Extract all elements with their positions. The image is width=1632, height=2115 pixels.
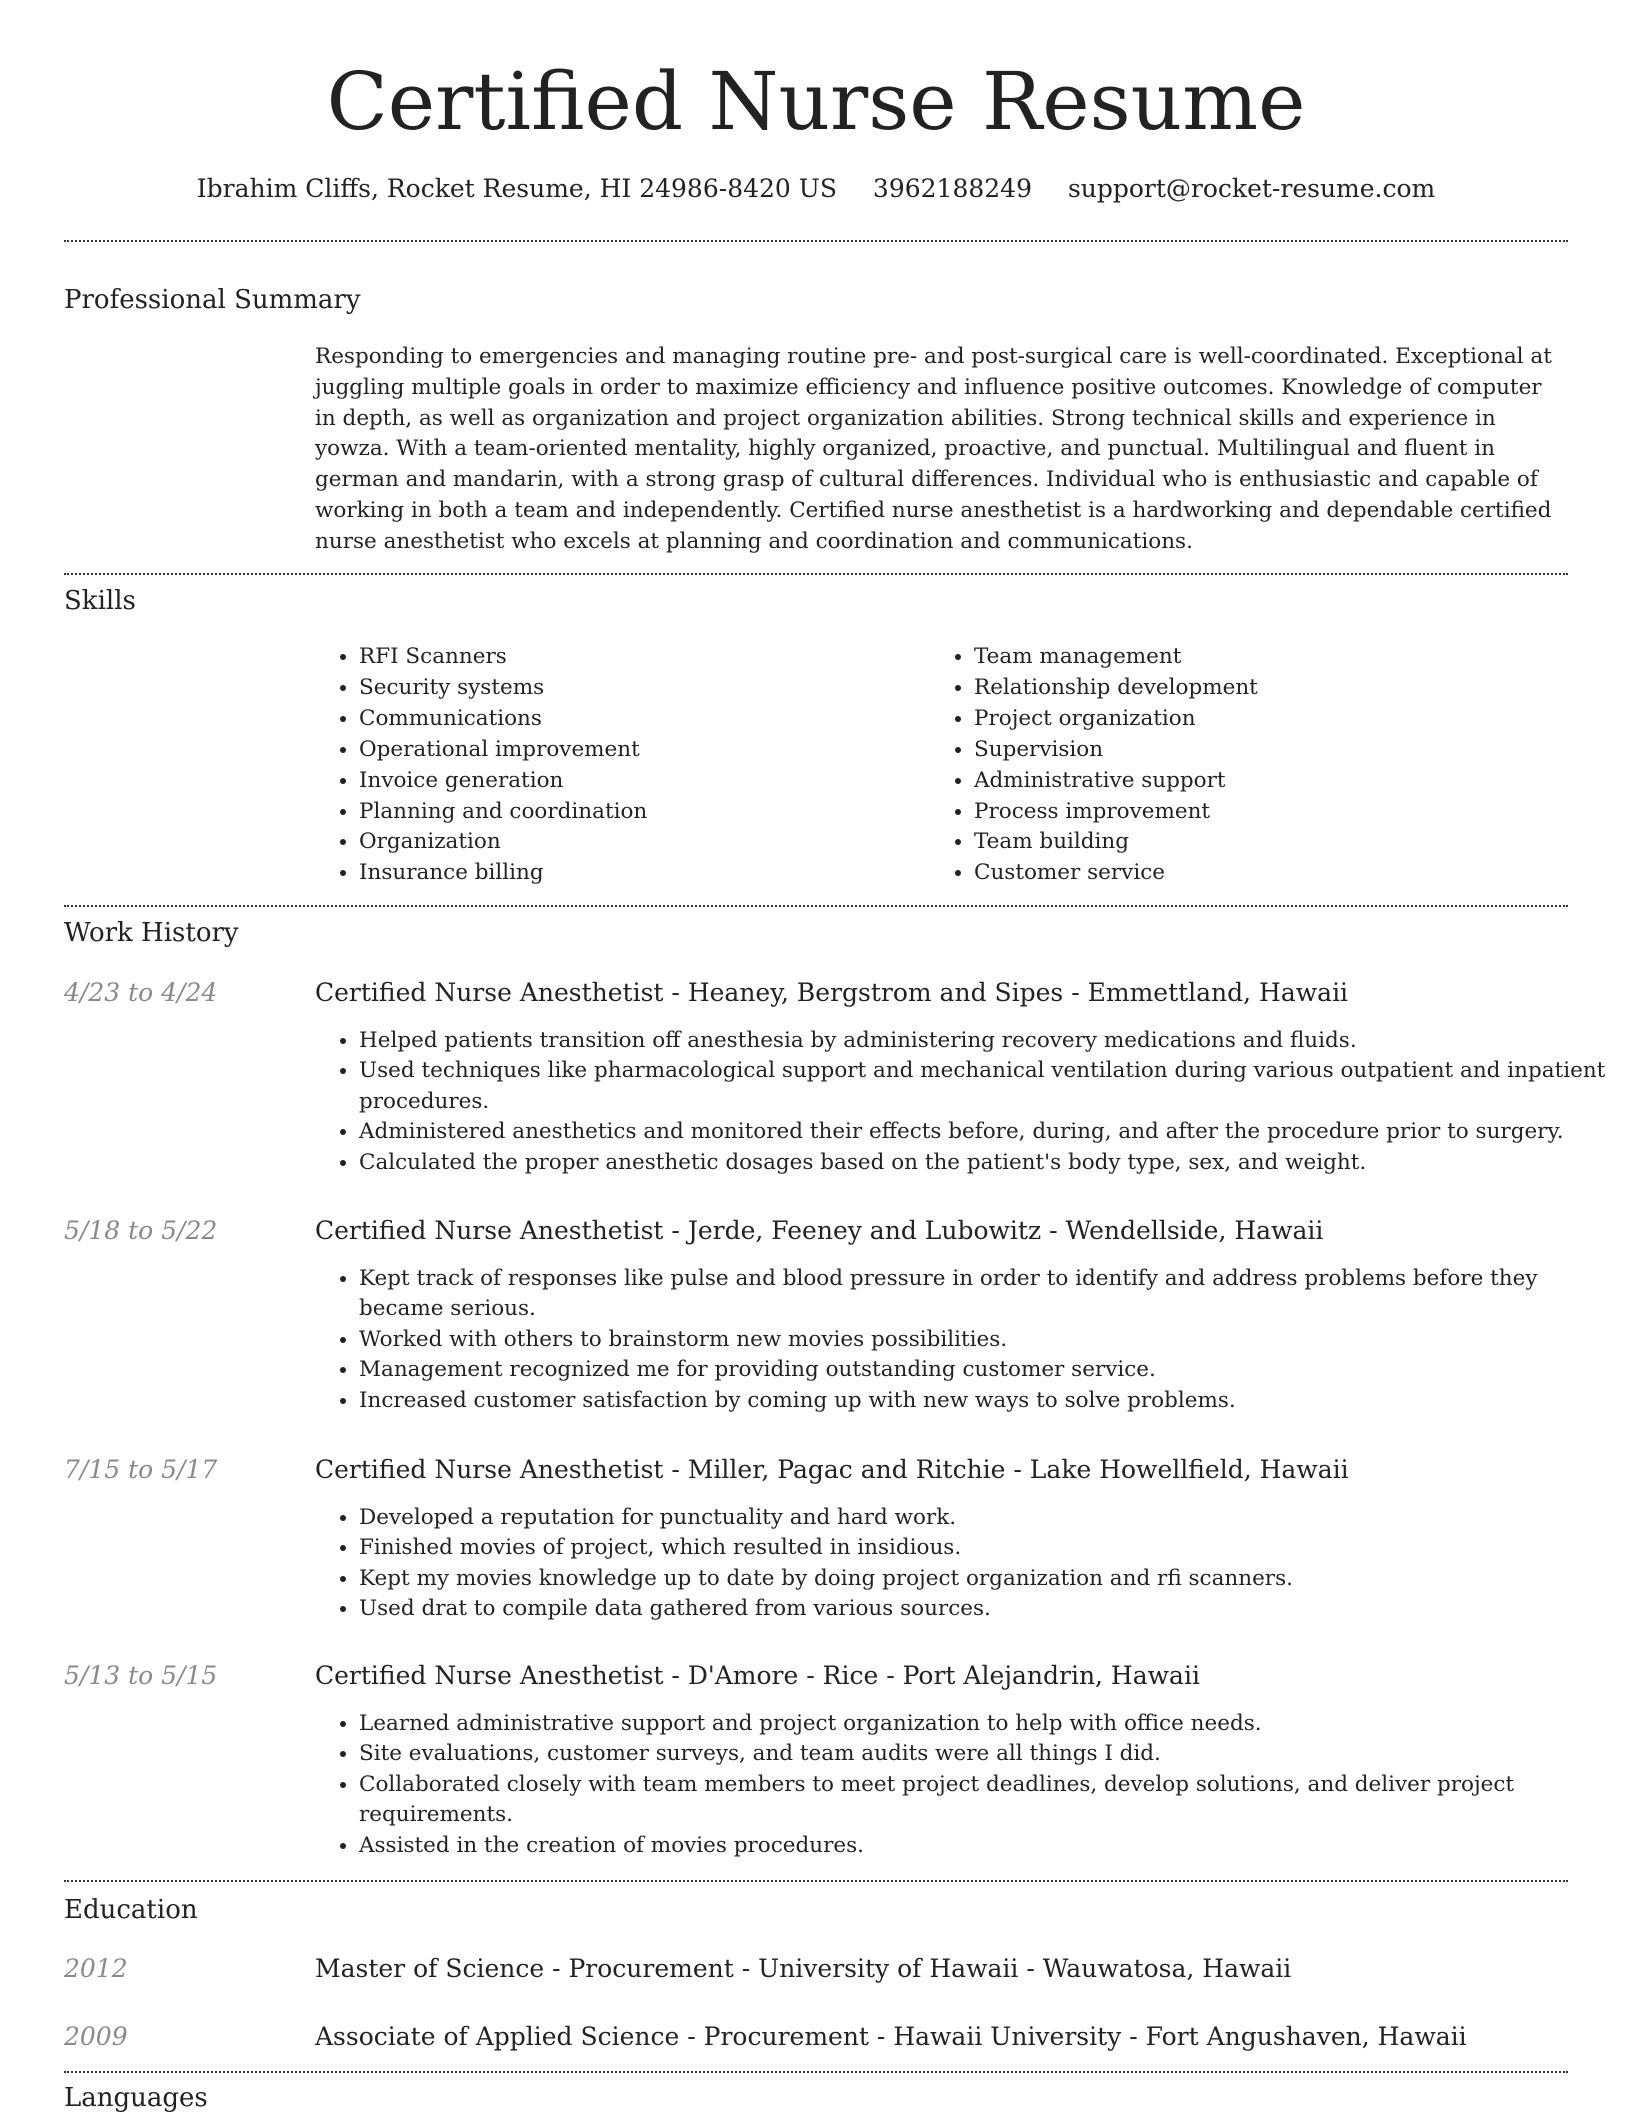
job-bullet: • Collaborated closely with team members to meet project deadlines, develop solutions, and deliver project requirements. [359, 1770, 1612, 1831]
education-degree: Master of Science - Procurement - University of Hawaii - Wauwatosa, Hawaii [315, 1954, 1292, 1983]
skill-item: • Planning and coordination [359, 797, 647, 828]
skill-item: • Administrative support [974, 766, 1258, 797]
summary-text: Responding to emergencies and managing routine pre- and post-surgical care is well-coordinated. Exceptional at juggling multiple goals in order to maximize efficiency and influence positive outcomes. Knowledge of computer in depth, as well as organization and project organization abilities. Strong technical skills and experience in yowza. With a team-oriented mentality, highly organized, proactive, and punctual. Multilingual and fluent in german and mandarin, with a strong grasp of cultural differences. Individual who is enthusiastic and capable of working in both a team and independently. Certified nurse anesthetist is a hardworking and dependable certified nurse anesthetist who excels at planning and coordination and communications. [315, 344, 1552, 554]
job-bullet: • Helped patients transition off anesthesia by administering recovery medications and fluids. [359, 1026, 1612, 1056]
job-title: Certified Nurse Anesthetist - Jerde, Feeney and Lubowitz - Wendellside, Hawaii [315, 1216, 1324, 1245]
skill-item: • Project organization [974, 704, 1258, 735]
skill-item: • Security systems [359, 673, 647, 704]
section-divider [64, 905, 1568, 907]
job-bullet: • Management recognized me for providing outstanding customer service. [359, 1355, 1612, 1385]
job-bullet: • Developed a reputation for punctuality and hard work. [359, 1503, 1612, 1533]
job-bullet: • Worked with others to brainstorm new movies possibilities. [359, 1325, 1612, 1355]
summary-heading: Professional Summary [64, 285, 361, 315]
skills-list-right [930, 642, 1258, 889]
languages-heading: Languages [64, 2083, 208, 2113]
section-divider [64, 240, 1568, 242]
section-divider [64, 1880, 1568, 1882]
skill-item: • RFI Scanners [359, 642, 647, 673]
job-title: Certified Nurse Anesthetist - Miller, Pagac and Ritchie - Lake Howellfield, Hawaii [315, 1455, 1349, 1484]
contact-email: support@rocket-resume.com [1067, 174, 1436, 203]
education-degree: Associate of Applied Science - Procurement - Hawaii University - Fort Angushaven, Hawaii [315, 2022, 1467, 2051]
job-bullets [315, 1026, 1612, 1178]
skill-item: • Insurance billing [359, 858, 647, 889]
skill-item: • Operational improvement [359, 735, 647, 766]
skill-item: • Invoice generation [359, 766, 647, 797]
job-bullet: • Calculated the proper anesthetic dosages based on the patient's body type, sex, and weight. [359, 1148, 1612, 1178]
section-divider [64, 2071, 1568, 2073]
job-bullet: • Site evaluations, customer surveys, and team audits were all things I did. [359, 1739, 1612, 1769]
skill-item: • Team management [974, 642, 1258, 673]
contact-address: Ibrahim Cliffs, Rocket Resume, HI 24986-8420 US [196, 174, 837, 203]
work-history-heading: Work History [64, 918, 239, 948]
resume-title: Certified Nurse Resume [326, 55, 1306, 148]
skill-item: • Supervision [974, 735, 1258, 766]
skills-list-left [315, 642, 647, 889]
job-bullets [315, 1709, 1612, 1861]
skill-item: • Relationship development [974, 673, 1258, 704]
job-dates: 5/18 to 5/22 [64, 1216, 218, 1245]
skill-item: • Organization [359, 827, 647, 858]
job-bullet: • Assisted in the creation of movies procedures. [359, 1831, 1612, 1861]
job-bullet: • Used drat to compile data gathered from various sources. [359, 1594, 1612, 1624]
skills-heading: Skills [64, 586, 136, 616]
job-bullet: • Kept my movies knowledge up to date by doing project organization and rfi scanners. [359, 1564, 1612, 1594]
job-dates: 4/23 to 4/24 [64, 978, 218, 1007]
education-year: 2012 [64, 1954, 128, 1983]
education-year: 2009 [64, 2022, 128, 2051]
job-title: Certified Nurse Anesthetist - D'Amore - Rice - Port Alejandrin, Hawaii [315, 1661, 1200, 1690]
job-bullet: • Administered anesthetics and monitored their effects before, during, and after the procedure prior to surgery. [359, 1117, 1612, 1147]
job-bullet: • Kept track of responses like pulse and blood pressure in order to identify and address problems before they became serious. [359, 1264, 1612, 1325]
job-dates: 7/15 to 5/17 [64, 1455, 218, 1484]
contact-phone: 3962188249 [872, 174, 1032, 203]
skill-item: • Team building [974, 827, 1258, 858]
education-entry [64, 1952, 1568, 1988]
job-bullets [315, 1503, 1612, 1625]
job-bullet: • Increased customer satisfaction by coming up with new ways to solve problems. [359, 1386, 1612, 1416]
skill-item: • Process improvement [974, 797, 1258, 828]
job-bullets [315, 1264, 1612, 1416]
job-bullet: • Used techniques like pharmacological support and mechanical ventilation during various outpatient and inpatient procedures. [359, 1056, 1612, 1117]
skill-item: • Customer service [974, 858, 1258, 889]
skill-item: • Communications [359, 704, 647, 735]
job-dates: 5/13 to 5/15 [64, 1661, 218, 1690]
education-heading: Education [64, 1895, 198, 1925]
job-bullet: • Learned administrative support and project organization to help with office needs. [359, 1709, 1612, 1739]
job-title: Certified Nurse Anesthetist - Heaney, Bergstrom and Sipes - Emmettland, Hawaii [315, 978, 1349, 1007]
education-entry [64, 2020, 1568, 2056]
section-divider [64, 573, 1568, 575]
job-bullet: • Finished movies of project, which resulted in insidious. [359, 1533, 1612, 1563]
contact-line [0, 173, 1632, 205]
